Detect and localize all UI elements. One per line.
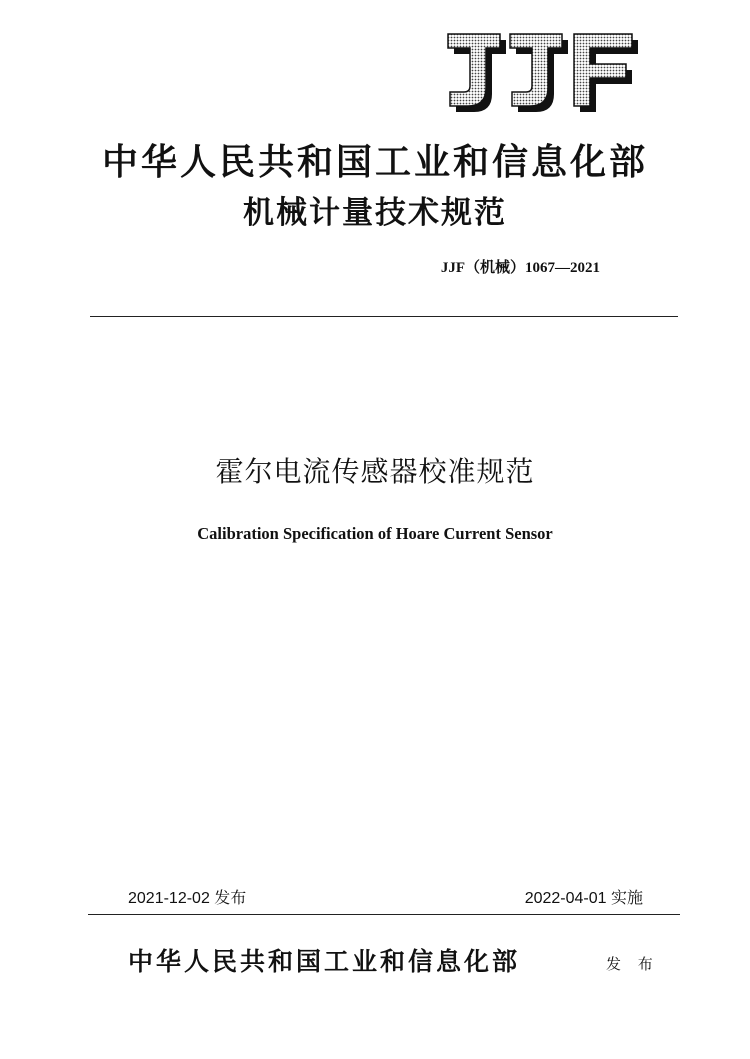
jjf-logo-icon [444, 30, 640, 116]
footer-divider [88, 914, 680, 915]
series-title: 机械计量技术规范 [243, 195, 507, 231]
issuer-title: 中华人民共和国工业和信息化部 [101, 141, 648, 183]
standard-number: JJF（机械）1067—2021 [440, 260, 600, 276]
header-divider [90, 316, 678, 317]
effective-date: 2022-04-01 实施 [524, 890, 643, 907]
document-title-chinese: 霍尔电流传感器校准规范 [215, 455, 535, 488]
issue-date: 2021-12-02 发布 [128, 890, 247, 907]
document-title-english: Calibration Specification of Hoare Current Sensor [197, 524, 553, 543]
footer-issuer: 中华人民共和国工业和信息化部 [128, 947, 521, 976]
jjf-logo [444, 30, 640, 116]
publish-label: 发 布 [606, 955, 659, 973]
